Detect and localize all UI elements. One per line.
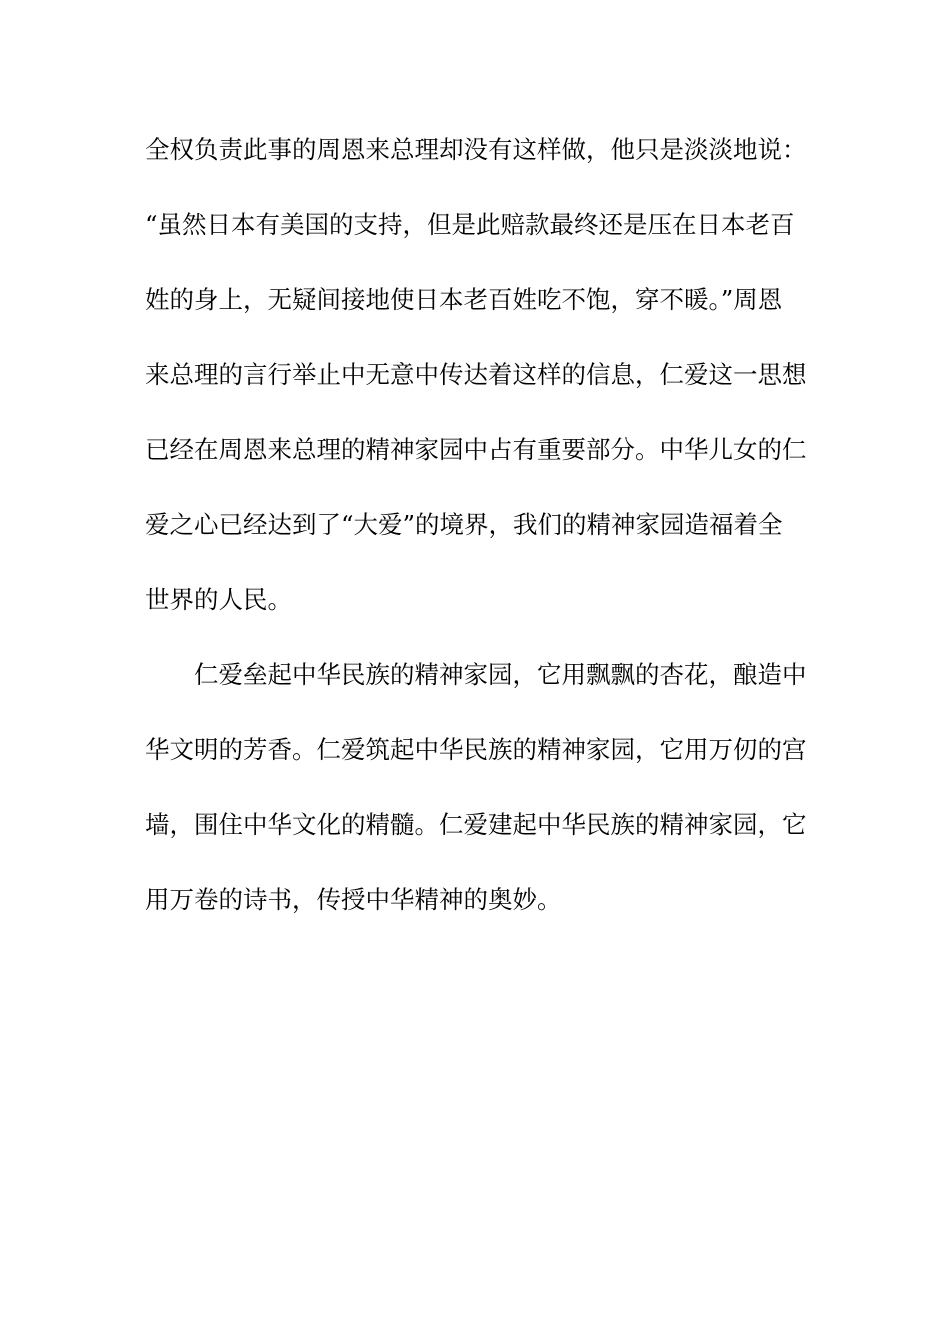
paragraph-line: 仁爱垒起中华民族的精神家园，它用飘飘的杏花，酿造中 bbox=[194, 660, 807, 689]
paragraph-line: 来总理的言行举止中无意中传达着这样的信息，仁爱这一思想 bbox=[145, 360, 807, 389]
paragraph-line: 用万卷的诗书，传授中华精神的奥妙。 bbox=[145, 885, 562, 914]
paragraph-line: 世界的人民。 bbox=[145, 585, 292, 614]
paragraph-line: 姓的身上，无疑间接地使日本老百姓吃不饱，穿不暖。”周恩 bbox=[145, 285, 783, 314]
paragraph-1 bbox=[145, 126, 815, 651]
body-text bbox=[145, 126, 815, 951]
paragraph-line: 全权负责此事的周恩来总理却没有这样做，他只是淡淡地说： bbox=[145, 135, 807, 164]
paragraph-line: 华文明的芳香。仁爱筑起中华民族的精神家园，它用万仞的宫 bbox=[145, 735, 807, 764]
paragraph-line: 已经在周恩来总理的精神家园中占有重要部分。中华儿女的仁 bbox=[145, 435, 807, 464]
paragraph-2 bbox=[145, 651, 815, 951]
paragraph-line: “虽然日本有美国的支持，但是此赔款最终还是压在日本老百 bbox=[145, 210, 795, 239]
paragraph-line: 爱之心已经达到了“大爱”的境界，我们的精神家园造福着全 bbox=[145, 510, 783, 539]
paragraph-line: 墙，围住中华文化的精髓。仁爱建起中华民族的精神家园，它 bbox=[145, 810, 807, 839]
